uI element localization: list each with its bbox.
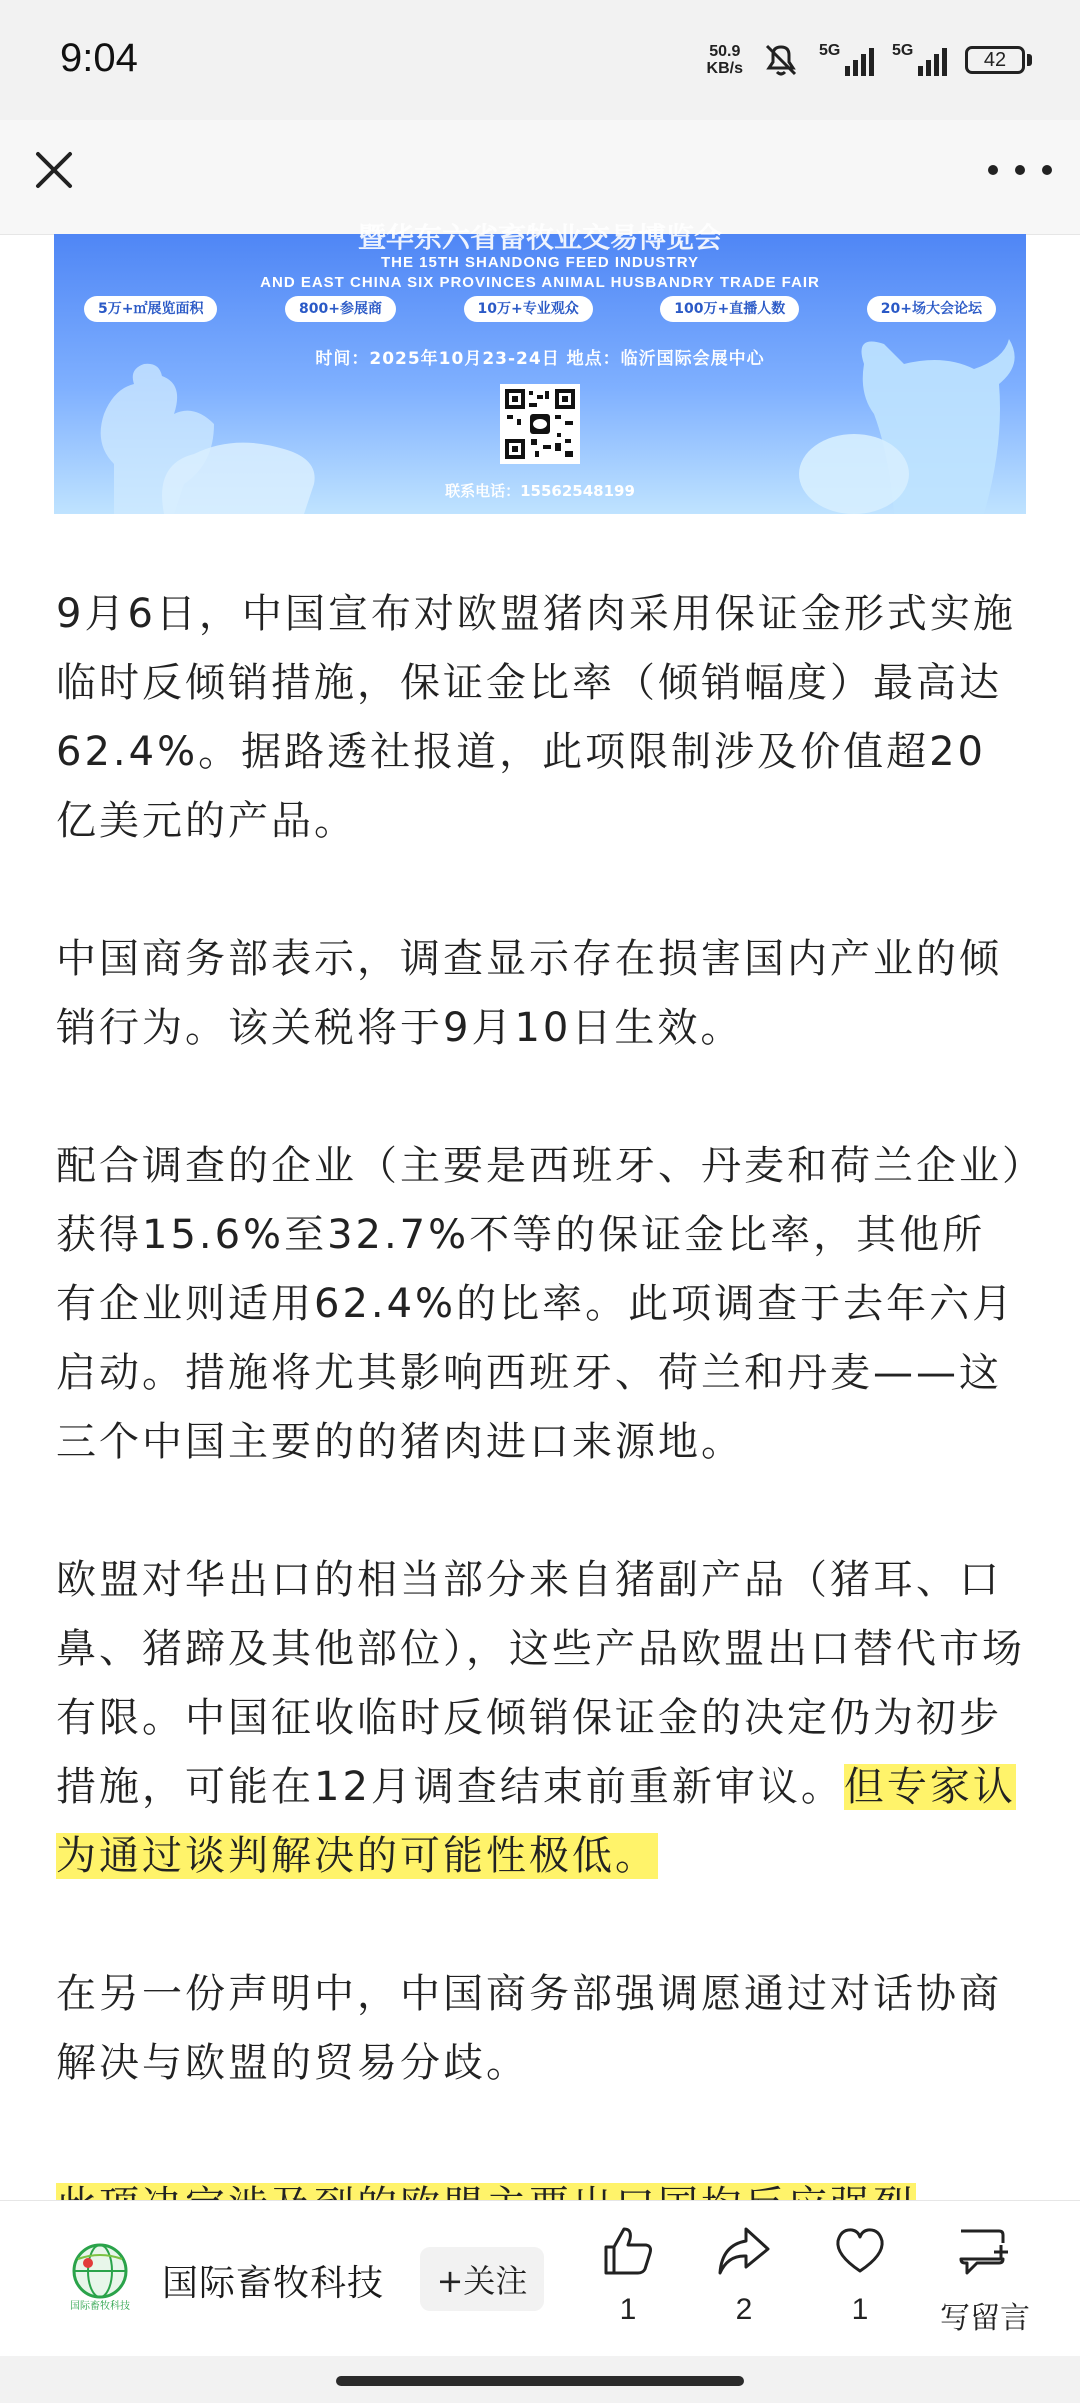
heart-icon [832,2223,888,2279]
article-paragraph: 9月6日，中国宣布对欧盟猪肉采用保证金形式实施临时反倾销措施，保证金比率（倾销幅度）最高达62.4%。据路透社报道，此项限制涉及价值超20亿美元的产品。 [56,591,1016,844]
banner-date-location: 时间：2025年10月23-24日 地点：临沂国际会展中心 [315,349,765,369]
globe-logo-icon [58,2237,142,2321]
account-name[interactable]: 国际畜牧科技 [162,2263,385,2304]
article-body [56,580,1026,2167]
status-icons [707,42,1032,78]
home-indicator[interactable] [336,2376,744,2386]
highlighted-text: 但专家认为通过谈判解决的可能性极低。 [56,1764,1016,1879]
svg-text:国际畜牧科技: 国际畜牧科技 [70,2301,130,2312]
article-paragraph [56,1546,1026,1891]
qr-code [500,384,580,464]
article-paragraph-text: 欧盟对华出口的相当部分来自猪副产品（猪耳、口鼻、猪蹄及其他部位），这些产品欧盟出口替代市场有限。中国征收临时反倾销保证金的决定仍为初步措施，可能在12月调查结束前重新审议。 [56,1557,1025,1810]
like-count: 1 [619,2293,637,2326]
banner-title: 暨华东六省畜牧业交易博览会 [357,221,722,254]
battery-icon: 42 [965,46,1032,74]
favorite-count: 1 [851,2293,869,2326]
banner-stat: 20+场大会论坛 [867,296,996,322]
close-button[interactable] [28,144,80,196]
article-paragraph: 中国商务部表示，调查显示存在损害国内产业的倾销行为。该关税将于9月10日生效。 [56,936,1002,1051]
banner-stat: 800+参展商 [285,296,396,322]
account-logo[interactable] [58,2237,142,2321]
comment-plus-icon [955,2223,1015,2279]
share-button[interactable] [689,2223,799,2327]
banner-stat: 100万+直播人数 [660,296,799,322]
thumbs-up-icon [600,2223,656,2279]
signal-sim2-icon: 5G [892,44,947,76]
banner-stat: 10万+专业观众 [464,296,593,322]
banner-stat: 5万+㎡展览面积 [84,296,217,322]
favorite-button[interactable] [805,2223,915,2327]
navigation-gesture-area [0,2356,1080,2403]
signal-sim1-icon: 5G [819,44,874,76]
more-icon [988,165,1052,175]
banner-subtitle-line1: THE 15TH SHANDONG FEED INDUSTRY [381,254,699,271]
share-count: 2 [735,2293,753,2326]
banner-phone: 联系电话：15562548199 [445,482,635,500]
more-button[interactable] [988,144,1052,196]
banner-stats [84,296,996,322]
article-cutoff-line [56,2172,1026,2202]
comment-button[interactable] [920,2223,1050,2337]
network-speed: 50.9 KB/s [706,43,743,77]
comment-label: 写留言 [940,2302,1030,2335]
status-time: 9:04 [60,36,138,80]
status-bar [0,0,1080,120]
bottom-action-bar [0,2200,1080,2357]
mute-icon [761,42,801,78]
follow-button[interactable]: +关注 [420,2247,544,2311]
trade-fair-banner[interactable] [54,221,1026,514]
share-icon [716,2223,772,2279]
banner-subtitle-line2: AND EAST CHINA SIX PROVINCES ANIMAL HUSBANDRY TRADE FAIR [260,274,820,291]
article-paragraph: 配合调查的企业（主要是西班牙、丹麦和荷兰企业）获得15.6%至32.7%不等的保证金比率，其他所有企业则适用62.4%的比率。此项调查于去年六月启动。措施将尤其影响西班牙、荷兰和丹麦——这三个中国主要的的猪肉进口来源地。 [56,1143,1025,1465]
article-paragraph: 在另一份声明中，中国商务部强调愿通过对话协商解决与欧盟的贸易分歧。 [56,1971,1002,2086]
close-icon [28,144,80,196]
like-button[interactable] [573,2223,683,2327]
